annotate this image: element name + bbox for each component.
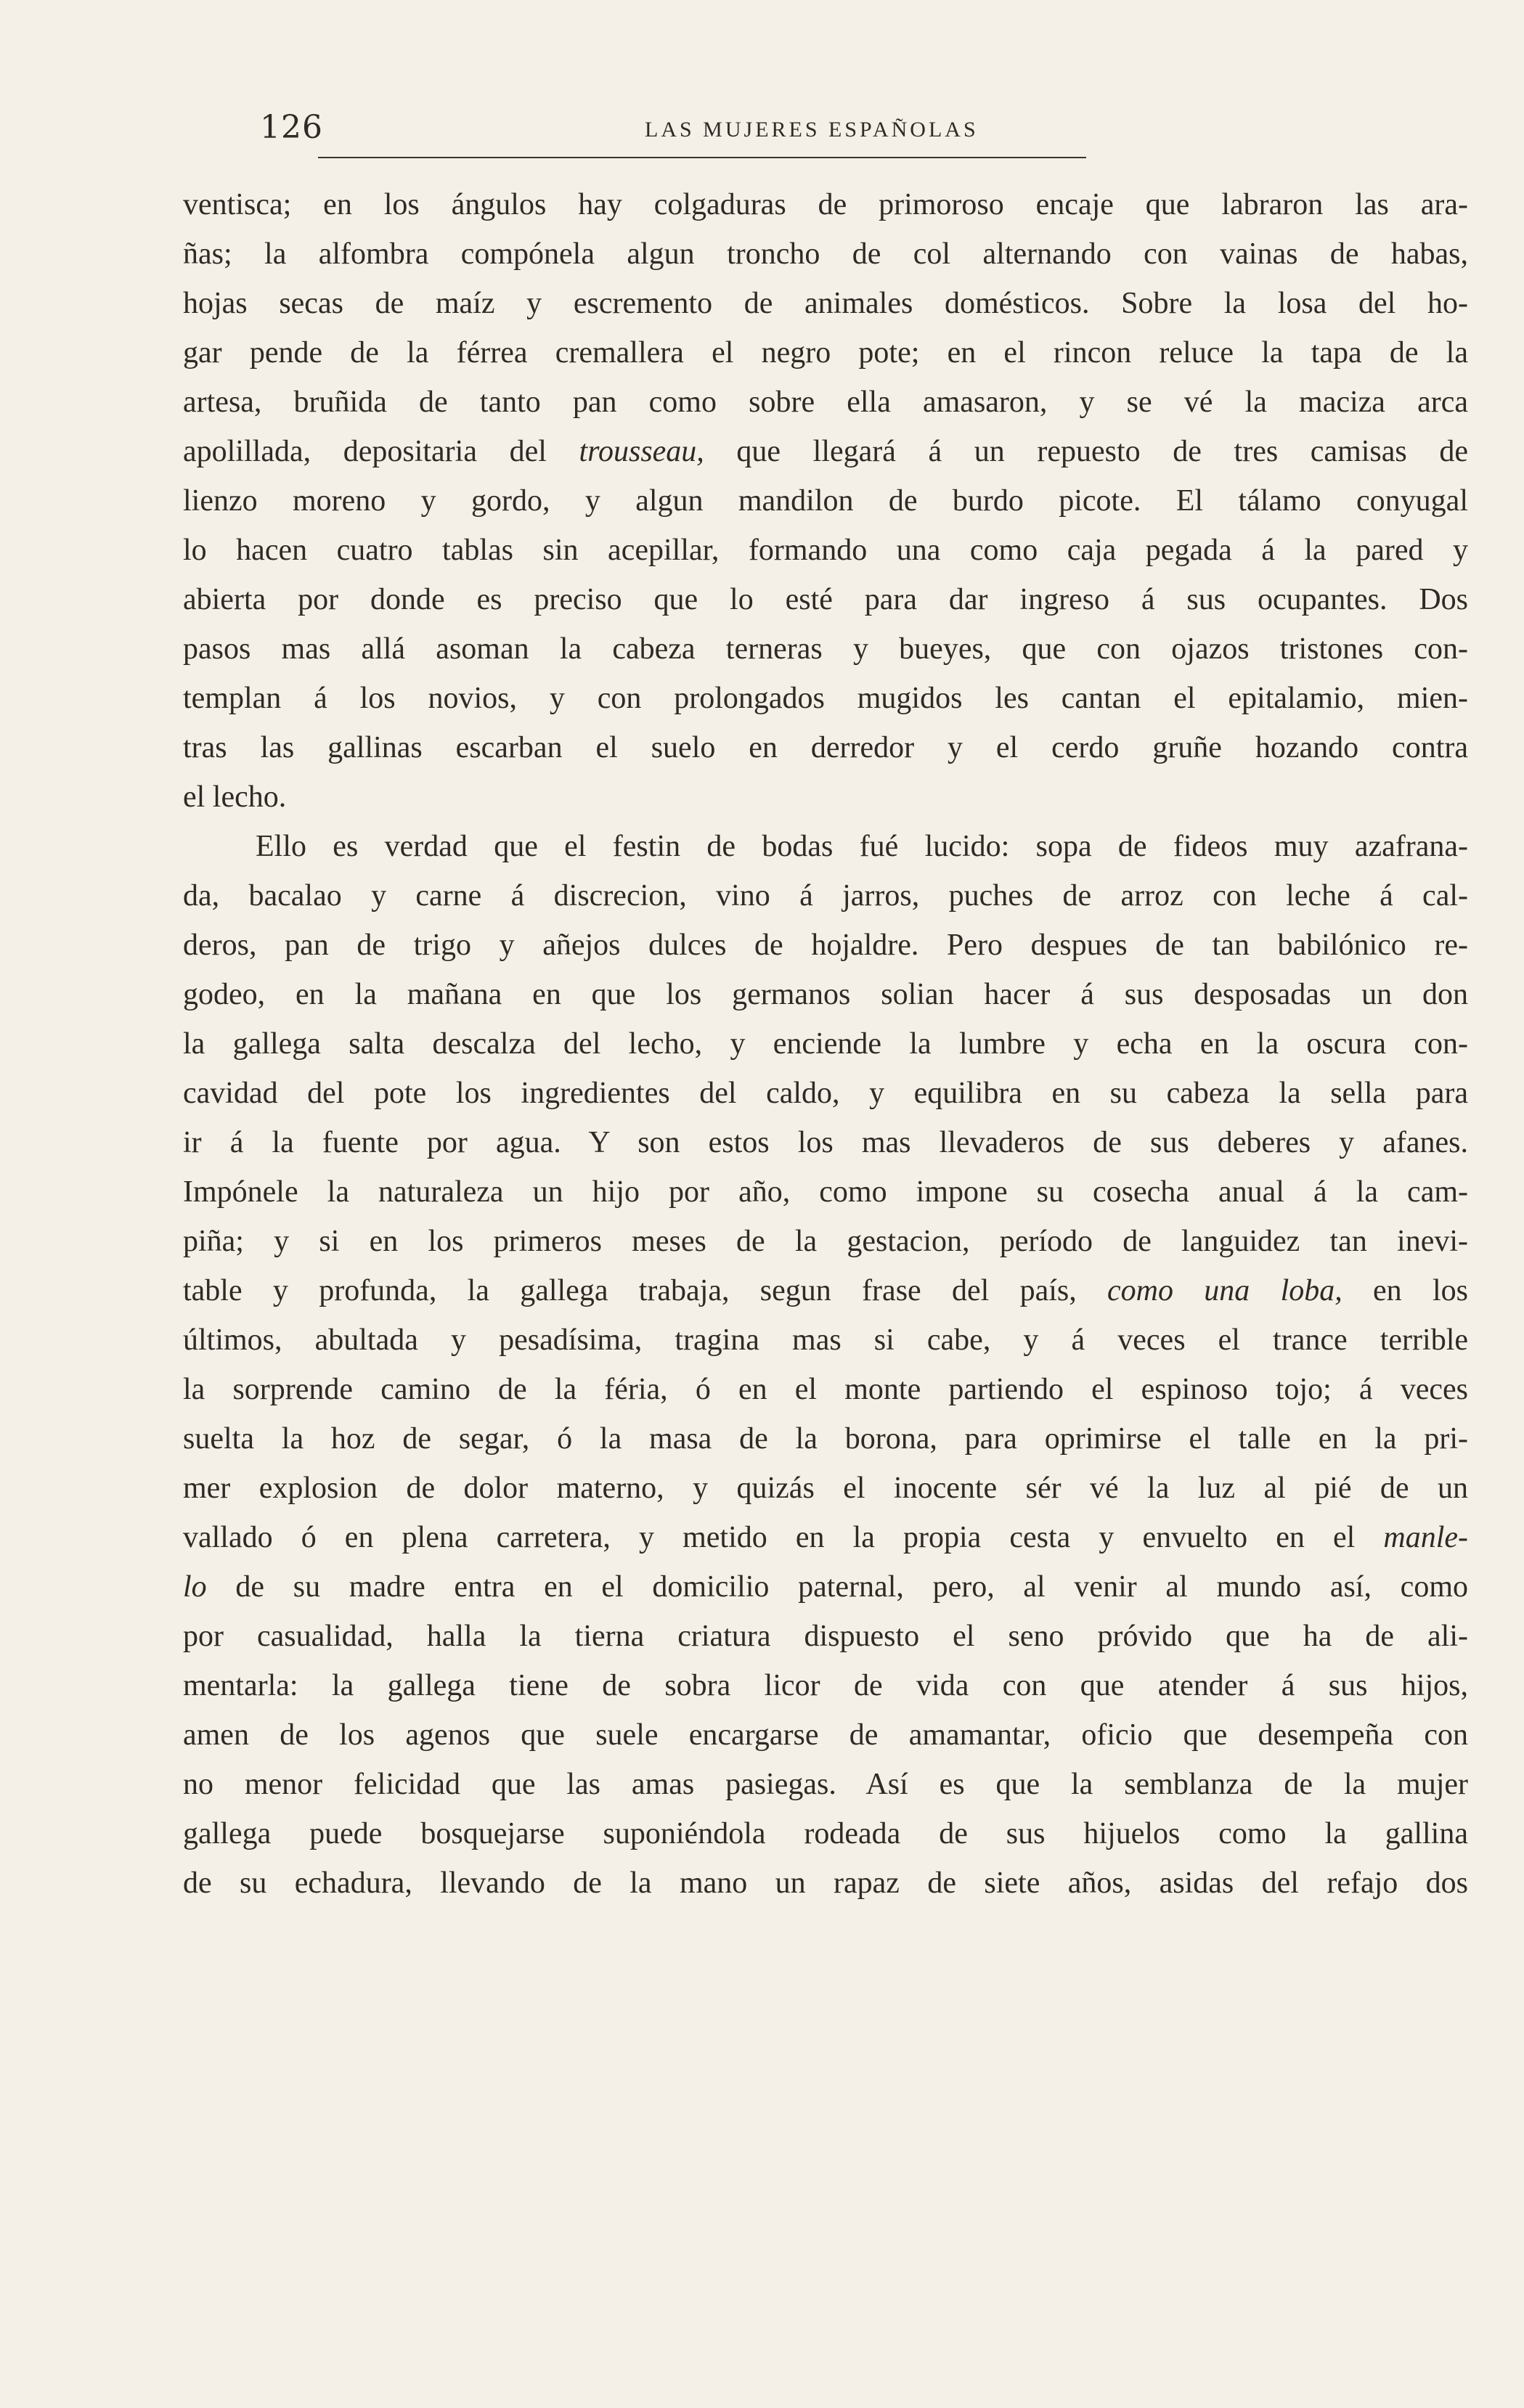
text-line: pasos mas allá asoman la cabeza terneras y bueyes, que con ojazos tristones con- bbox=[183, 632, 1468, 666]
text-line: hojas secas de maíz y escremento de animales domésticos. Sobre la losa del ho- bbox=[183, 287, 1468, 320]
text-line bbox=[183, 1513, 1468, 1562]
text-line bbox=[183, 1562, 1468, 1612]
text-line: ventisca; en los ángulos hay colgaduras de primoroso encaje que labraron las ara- bbox=[183, 188, 1468, 221]
text-line: godeo, en la mañana en que los germanos solian hacer á sus desposadas un don bbox=[183, 978, 1468, 1011]
text-line: últimos, abultada y pesadísima, tragina mas si cabe, y á veces el trance terrible bbox=[183, 1323, 1468, 1357]
text-line: gar pende de la férrea cremallera el negro pote; en el rincon reluce la tapa de la bbox=[183, 336, 1468, 370]
text-line: por casualidad, halla la tierna criatura dispuesto el seno próvido que ha de ali- bbox=[183, 1620, 1468, 1653]
text-line bbox=[183, 427, 1468, 476]
text-line: tras las gallinas escarban el suelo en derredor y el cerdo gruñe hozando contra bbox=[183, 731, 1468, 764]
text-run: table y profunda, la gallega trabaja, segun frase del país, bbox=[183, 1274, 1108, 1307]
text-line: mer explosion de dolor materno, y quizás el inocente sér vé la luz al pié de un bbox=[183, 1472, 1468, 1505]
text-line: de su echadura, llevando de la mano un rapaz de siete años, asidas del refajo dos bbox=[183, 1866, 1468, 1900]
text-line bbox=[183, 1266, 1468, 1315]
text-line: ir á la fuente por agua. Y son estos los mas llevaderos de sus deberes y afanes. bbox=[183, 1126, 1468, 1159]
text-run: de su madre entra en el domicilio paternal, pero, al venir al mundo así, como bbox=[206, 1570, 1468, 1604]
text-line: Ello es verdad que el festin de bodas fué lucido: sopa de fideos muy azafrana- bbox=[256, 830, 1468, 863]
running-head bbox=[260, 109, 1480, 160]
text-line: templan á los novios, y con prolongados mugidos les cantan el epitalamio, mien- bbox=[183, 682, 1468, 715]
text-run: vallado ó en plena carretera, y metido en la propia cesta y envuelto en el bbox=[183, 1521, 1384, 1554]
italic-word: manle- bbox=[1383, 1521, 1468, 1554]
text-line: ñas; la alfombra compónela algun troncho de col alternando con vainas de habas, bbox=[183, 237, 1468, 271]
text-line: la gallega salta descalza del lecho, y enciende la lumbre y echa en la oscura con- bbox=[183, 1027, 1468, 1061]
text-line: artesa, bruñida de tanto pan como sobre ella amasaron, y se vé la maciza arca bbox=[183, 385, 1468, 419]
text-line: Impónele la naturaleza un hijo por año, como impone su cosecha anual á la cam- bbox=[183, 1175, 1468, 1209]
text-run: apolillada, depositaria del bbox=[183, 435, 579, 468]
text-line: piña; y si en los primeros meses de la gestacion, período de languidez tan inevi- bbox=[183, 1225, 1468, 1258]
page-number: 126 bbox=[260, 109, 323, 146]
body-text bbox=[183, 180, 1468, 1908]
text-line: gallega puede bosquejarse suponiéndola rodeada de sus hijuelos como la gallina bbox=[183, 1817, 1468, 1850]
text-line: abierta por donde es preciso que lo esté para dar ingreso á sus ocupantes. Dos bbox=[183, 583, 1468, 616]
text-line: lienzo moreno y gordo, y algun mandilon de burdo picote. El tálamo conyugal bbox=[183, 484, 1468, 518]
italic-word: como una loba, bbox=[1107, 1274, 1342, 1307]
text-line: da, bacalao y carne á discrecion, vino á jarros, puches de arroz con leche á cal- bbox=[183, 879, 1468, 913]
text-line: no menor felicidad que las amas pasiegas. Así es que la semblanza de la mujer bbox=[183, 1768, 1468, 1801]
italic-word: lo bbox=[183, 1570, 207, 1604]
text-line: suelta la hoz de segar, ó la masa de la borona, para oprimirse el talle en la pri- bbox=[183, 1422, 1468, 1456]
text-line: mentarla: la gallega tiene de sobra licor de vida con que atender á sus hijos, bbox=[183, 1669, 1468, 1702]
running-title: LAS MUJERES ESPAÑOLAS bbox=[645, 118, 979, 142]
text-line: lo hacen cuatro tablas sin acepillar, formando una como caja pegada á la pared y bbox=[183, 534, 1468, 567]
text-line: la sorprende camino de la féria, ó en el monte partiendo el espinoso tojo; á veces bbox=[183, 1373, 1468, 1406]
text-line: el lecho. bbox=[183, 780, 287, 814]
italic-word: trousseau, bbox=[579, 435, 704, 468]
text-line: amen de los agenos que suele encargarse de amamantar, oficio que desempeña con bbox=[183, 1718, 1468, 1752]
text-line: deros, pan de trigo y añejos dulces de hojaldre. Pero despues de tan babilónico re- bbox=[183, 928, 1468, 962]
text-line: cavidad del pote los ingredientes del caldo, y equilibra en su cabeza la sella para bbox=[183, 1077, 1468, 1110]
header-rule bbox=[318, 157, 1086, 158]
text-run: en los bbox=[1342, 1274, 1468, 1307]
text-run: que llegará á un repuesto de tres camisas de bbox=[704, 435, 1468, 468]
